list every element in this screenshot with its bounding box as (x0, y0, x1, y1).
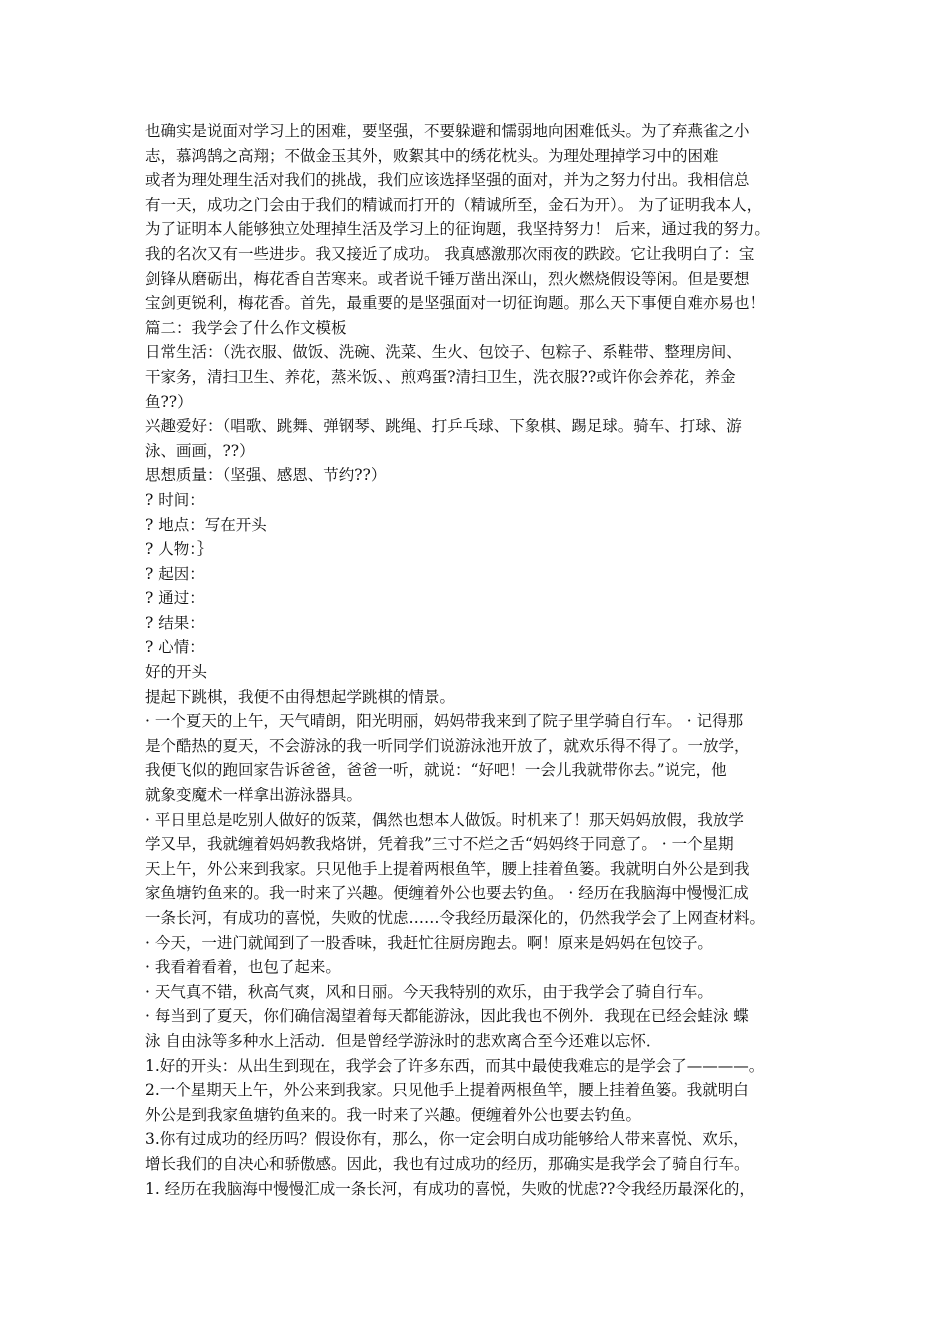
text-line: ? 通过： (145, 589, 205, 608)
text-line: ? 结果： (145, 613, 205, 632)
text-line: 或者为理处理生活对我们的挑战，我们应该选择坚强的面对，并为之努力付出。我相信总 (145, 171, 750, 190)
text-line: 有一天，成功之门会由于我们的精诚而打开的（精诚所至，金石为开）。 为了证明我本人， (145, 195, 763, 214)
text-line: 好的开头 (145, 663, 208, 682)
text-line: · 天气真不错，秋高气爽，风和日丽。今天我特别的欢乐，由于我学会了骑自行车。 (145, 982, 713, 1001)
text-line: · 今天，一进门就闻到了一股香味，我赶忙往厨房跑去。啊！原来是妈妈在包饺子。 (145, 933, 713, 952)
text-line: 为了证明本人能够独立处理掉生活及学习上的征询题，我坚持努力！ 后来，通过我的努力。 (145, 220, 770, 239)
text-line: 剑锋从磨砺出，梅花香自苦寒来。或者说千锤万凿出深山，烈火燃烧假设等闲。但是要想 (145, 269, 750, 288)
text-line: 志，慕鸿鹄之高翔；不做金玉其外，败絮其中的绣花枕头。为理处理掉学习中的困难 (145, 146, 719, 165)
text-line: 1.好的开头：从出生到现在，我学会了许多东西，而其中最使我难忘的是学会了————。 (145, 1056, 765, 1075)
text-line: 1. 经历在我脑海中慢慢汇成一条长河，有成功的喜悦，失败的忧虑??令我经历最深化的， (145, 1179, 755, 1198)
text-line: 家鱼塘钓鱼来的。我一时来了兴趣。便缠着外公也要去钓鱼。 · 经历在我脑海中慢慢汇成 (145, 884, 749, 903)
text-line: · 平日里总是吃别人做好的饭菜，偶然也想本人做饭。时机来了！那天妈妈放假，我放学 (145, 810, 744, 829)
text-line: · 一个夏天的上午，天气晴朗，阳光明丽，妈妈带我来到了院子里学骑自行车。 · 记得那 (145, 712, 744, 731)
text-line: · 每当到了夏天，你们确信渴望着每天都能游泳，因此我也不例外．我现在已经会蛙泳 蝶 (145, 1007, 749, 1026)
text-line: 天上午，外公来到我家。只见他手上提着两根鱼竿，腰上挂着鱼篓。我就明白外公是到我 (145, 859, 750, 878)
text-line: 外公是到我家鱼塘钓鱼来的。我一时来了兴趣。便缠着外公也要去钓鱼。 (145, 1105, 642, 1124)
text-line: 2.一个星期天上午，外公来到我家。只见他手上提着两根鱼竿，腰上挂着鱼篓。我就明白 (145, 1081, 749, 1100)
text-line: 一条长河，有成功的喜悦，失败的忧虑……令我经历最深化的，仍然我学会了上网查材料。 (145, 909, 766, 927)
text-line: 是个酷热的夏天，不会游泳的我一听同学们说游泳池开放了，就欢乐得不得了。一放学， (145, 736, 750, 755)
text-line: ? 人物：｝ (145, 540, 213, 559)
text-line: ? 时间： (145, 490, 205, 509)
text-line: 我便飞似的跑回家告诉爸爸，爸爸一听，就说：“好吧！一会儿我就带你去。”说完，他 (145, 761, 727, 780)
text-line: ? 地点：写在开头 (145, 515, 267, 534)
text-line: ? 心情： (145, 638, 205, 657)
text-line: 学又早，我就缠着妈妈教我烙饼，凭着我”三寸不烂之舌“妈妈终于同意了。 · 一个星期 (145, 835, 734, 854)
text-line: 3.你有过成功的经历吗？假设你有，那么，你一定会明白成功能够给人带来喜悦、欢乐， (145, 1130, 749, 1149)
text-line: 宝剑更锐利，梅花香。首先，最重要的是坚强面对一切征询题。那么天下事便自难亦易也！ (145, 294, 766, 313)
text-line: 干家务，清扫卫生、养花，蒸米饭、、煎鸡蛋?清扫卫生，洗衣服??或许你会养花，养金 (145, 367, 736, 386)
text-line: 篇二：我学会了什么作文模板 (145, 318, 347, 337)
text-line: ? 起因： (145, 564, 205, 583)
text-line: 鱼??） (145, 392, 193, 411)
text-line: 我的名次又有一些进步。我又接近了成功。 我真感激那次雨夜的跌跤。它让我明白了：宝 (145, 244, 755, 263)
text-line: 提起下跳棋，我便不由得想起学跳棋的情景。 (145, 687, 456, 706)
text-line: 泳 自由泳等多种水上活动．但是曾经学游泳时的悲欢离合至今还难以忘怀． (145, 1031, 662, 1050)
text-line: 兴趣爱好：（唱歌、跳舞、弹钢琴、跳绳、打乒乓球、下象棋、踢足球。骑车、打球、游 (145, 417, 742, 436)
text-line: 也确实是说面对学习上的困难，要坚强，不要躲避和懦弱地向困难低头。为了弃燕雀之小 (145, 122, 750, 140)
document-body (145, 119, 825, 1201)
text-line: 日常生活：（洗衣服、做饭、洗碗、洗菜、生火、包饺子、包粽子、系鞋带、整理房间、 (145, 343, 742, 362)
text-line: 增长我们的自决心和骄傲感。因此，我也有过成功的经历，那确实是我学会了骑自行车。 (145, 1154, 750, 1173)
text-line: · 我看着看着，也包了起来。 (145, 958, 341, 977)
text-line: 思想质量：（坚强、感恩、节约??） (145, 466, 387, 485)
text-line: 就象变魔术一样拿出游泳器具。 (145, 786, 363, 805)
text-line: 泳、画画，??） (145, 441, 255, 460)
